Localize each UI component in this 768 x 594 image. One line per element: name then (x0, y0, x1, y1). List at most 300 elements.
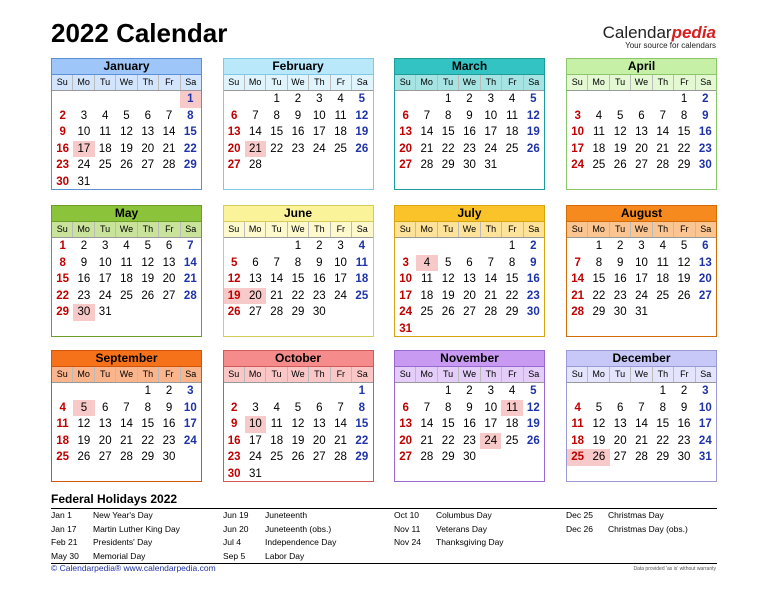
month-august (566, 205, 717, 337)
day-cell: 14 (635, 418, 648, 430)
day-cell: 22 (291, 289, 305, 302)
brand-name: Calendar (602, 23, 672, 42)
day-cell: 28 (656, 159, 670, 171)
day-cell (137, 174, 158, 191)
day-cell: 23 (291, 142, 305, 155)
day-cell: 28 (420, 451, 434, 463)
week-row (567, 288, 716, 305)
day-cell (95, 383, 116, 400)
month-name: December (567, 351, 716, 367)
day-cell: 12 (77, 418, 91, 430)
day-cell: 24 (399, 306, 413, 318)
day-cell: 24 (183, 434, 197, 447)
weekday-label: Su (52, 367, 73, 382)
week-row (224, 400, 373, 417)
day-cell: 30 (56, 175, 70, 188)
day-cell: 30 (73, 304, 94, 321)
brand-logo[interactable] (603, 24, 716, 50)
holiday-date: Jan 17 (51, 523, 77, 534)
day-cell (673, 304, 694, 321)
day-cell: 28 (420, 159, 434, 171)
day-cell: 13 (227, 126, 241, 138)
day-cell: 17 (635, 273, 648, 285)
weekday-label: We (459, 75, 480, 90)
day-cell: 4 (508, 93, 516, 105)
day-cell: 9 (230, 418, 238, 430)
day-cell: 10 (399, 273, 413, 285)
day-cell: 5 (294, 401, 302, 414)
day-cell: 29 (355, 451, 369, 463)
day-cell: 15 (270, 126, 284, 138)
week-row (567, 238, 716, 255)
holiday-name: Independence Day (265, 537, 337, 547)
holiday-name: Martin Luther King Day (93, 523, 180, 534)
day-cell (52, 91, 73, 108)
day-cell (95, 174, 116, 191)
day-cell: 23 (526, 289, 540, 302)
day-cell: 15 (505, 273, 519, 285)
day-cell: 16 (227, 434, 241, 447)
day-cell: 2 (59, 109, 66, 122)
day-cell: 21 (334, 434, 347, 447)
weekday-label: Th (309, 75, 330, 90)
week-row (224, 304, 373, 321)
week-row (52, 108, 201, 125)
brand-tagline: Your source for calendars (625, 41, 716, 50)
weekday-label: Fr (674, 75, 695, 90)
day-cell: 16 (56, 142, 70, 155)
day-cell: 2 (294, 93, 302, 105)
day-cell: 5 (530, 385, 537, 397)
weekday-header (52, 222, 201, 238)
day-cell: 25 (420, 306, 434, 318)
day-cell: 1 (180, 91, 201, 108)
day-cell: 6 (316, 401, 323, 414)
day-cell: 4 (102, 109, 109, 122)
day-cell (416, 321, 437, 338)
day-cell (224, 383, 245, 400)
day-cell: 2 (530, 240, 537, 252)
day-cell: 6 (165, 240, 173, 252)
weekday-label: Su (224, 222, 245, 237)
day-cell: 14 (420, 418, 434, 430)
weekday-label: Th (138, 75, 159, 90)
weekday-label: Sa (185, 77, 197, 87)
day-cell: 15 (677, 126, 691, 138)
weekday-label: Su (224, 367, 245, 382)
weekday-label: Tu (95, 222, 116, 237)
weekday-label: Fr (502, 222, 523, 237)
day-cell: 22 (441, 142, 455, 155)
week-row (224, 466, 373, 483)
weekday-label: Th (481, 222, 502, 237)
day-cell: 16 (463, 418, 476, 430)
day-cell: 18 (56, 434, 70, 447)
day-cell: 24 (98, 289, 112, 302)
day-cell: 31 (98, 306, 112, 318)
day-cell: 8 (595, 256, 603, 269)
day-cell: 17 (312, 126, 326, 138)
weekday-label: Th (138, 367, 159, 382)
week-row (52, 255, 201, 272)
weekday-header (395, 222, 544, 238)
day-cell: 27 (141, 159, 155, 171)
week-row (52, 416, 201, 433)
day-cell: 22 (505, 289, 519, 302)
day-cell: 12 (613, 126, 627, 138)
day-cell: 29 (677, 159, 691, 171)
weekday-label: We (288, 75, 309, 90)
day-cell: 5 (73, 400, 94, 417)
weekday-label: Su (224, 75, 245, 90)
day-cell: 12 (441, 273, 455, 285)
day-cell (459, 238, 480, 255)
weekday-label: Sa (356, 77, 368, 87)
day-cell (287, 383, 308, 400)
weekday-label: Mo (416, 222, 437, 237)
day-cell (287, 157, 308, 174)
day-cell (330, 304, 351, 321)
day-cell (245, 383, 266, 400)
weekday-label: Fr (502, 367, 523, 382)
holiday-name: Thanksgiving Day (436, 537, 504, 547)
day-cell (416, 238, 437, 255)
day-cell: 1 (595, 240, 603, 252)
day-cell: 10 (77, 126, 91, 138)
week-row (224, 91, 373, 108)
month-name: February (224, 59, 373, 75)
day-cell: 8 (294, 256, 302, 269)
day-cell: 26 (77, 451, 91, 463)
week-row (224, 108, 373, 125)
day-cell: 2 (466, 93, 473, 105)
day-cell (137, 304, 158, 321)
day-cell: 1 (508, 240, 516, 252)
week-row (567, 91, 716, 108)
weekday-label: Sa (528, 369, 540, 379)
holiday-item (394, 536, 504, 550)
weekday-header (567, 222, 716, 238)
day-cell: 12 (291, 418, 305, 430)
brand-name-accent: pedia (671, 23, 716, 42)
day-cell: 26 (526, 142, 540, 155)
day-cell: 30 (677, 451, 691, 463)
weekday-label: Th (309, 367, 330, 382)
day-cell: 3 (102, 240, 109, 252)
day-cell (180, 449, 201, 466)
day-cell (631, 383, 652, 400)
month-december (566, 350, 717, 482)
weekday-label: Fr (331, 367, 352, 382)
holiday-name: Christmas Day (608, 510, 664, 520)
day-cell: 21 (420, 434, 434, 447)
day-cell: 13 (98, 418, 112, 430)
day-cell (652, 304, 673, 321)
day-cell: 12 (526, 109, 540, 122)
day-cell: 18 (592, 142, 606, 155)
weekday-label: Fr (331, 75, 352, 90)
day-cell: 11 (592, 126, 605, 138)
day-cell (480, 238, 501, 255)
weekday-label: Su (52, 222, 73, 237)
day-cell (158, 304, 179, 321)
day-cell (73, 383, 94, 400)
day-cell: 21 (270, 289, 284, 302)
day-cell: 9 (59, 126, 66, 138)
month-september (51, 350, 202, 482)
day-cell: 3 (316, 93, 323, 105)
day-cell (116, 304, 137, 321)
day-cell: 16 (77, 273, 91, 285)
weekday-header (224, 222, 373, 238)
holiday-item (394, 523, 504, 537)
day-cell: 1 (358, 385, 366, 397)
week-row (52, 141, 201, 158)
holiday-name: Juneteenth (obs.) (265, 523, 332, 534)
day-cell: 11 (355, 256, 368, 269)
day-cell: 11 (99, 126, 112, 138)
day-cell (459, 321, 480, 338)
day-cell (116, 91, 137, 108)
day-cell: 1 (659, 385, 666, 397)
week-row (567, 141, 716, 158)
day-cell: 20 (635, 142, 648, 155)
week-row (52, 91, 201, 108)
day-cell: 17 (183, 418, 197, 430)
day-cell: 27 (399, 451, 413, 463)
day-cell: 15 (56, 273, 70, 285)
day-cell: 14 (120, 418, 133, 430)
day-cell (224, 91, 245, 108)
week-row (395, 304, 544, 321)
holiday-item (566, 509, 688, 523)
weekday-label: Sa (356, 369, 368, 379)
day-cell: 21 (571, 289, 585, 302)
week-row (567, 433, 716, 450)
week-row (52, 124, 201, 141)
weekday-label: Mo (588, 367, 609, 382)
day-cell: 15 (592, 273, 606, 285)
day-cell (588, 91, 609, 108)
week-row (395, 238, 544, 255)
day-cell: 6 (252, 256, 259, 269)
day-cell: 21 (484, 289, 498, 302)
day-cell (180, 174, 201, 191)
day-cell: 30 (227, 467, 241, 480)
day-cell: 3 (337, 240, 344, 252)
week-row (395, 157, 544, 174)
day-cell: 14 (571, 273, 585, 285)
day-cell: 3 (487, 385, 494, 397)
day-cell (351, 466, 372, 483)
day-cell: 29 (592, 306, 606, 318)
week-row (224, 449, 373, 466)
day-cell (116, 174, 137, 191)
day-cell: 28 (571, 306, 585, 318)
footer-link[interactable]: © Calendarpedia® www.calendarpedia.com (51, 563, 216, 573)
day-cell: 16 (162, 418, 176, 430)
day-cell: 1 (445, 385, 452, 397)
day-cell (395, 91, 416, 108)
weekday-label: Su (395, 75, 416, 90)
day-cell: 31 (249, 467, 262, 480)
week-row (567, 449, 716, 466)
month-name: October (224, 351, 373, 367)
day-cell: 24 (312, 142, 326, 155)
day-cell: 24 (635, 289, 648, 302)
day-cell: 7 (638, 401, 645, 414)
week-row (52, 449, 201, 466)
day-cell: 4 (595, 109, 603, 122)
day-cell: 20 (141, 142, 155, 155)
day-cell: 25 (56, 451, 70, 463)
day-cell: 24 (571, 159, 585, 171)
week-row (52, 304, 201, 321)
weekday-label: We (459, 222, 480, 237)
day-cell: 21 (120, 434, 133, 447)
day-cell: 23 (613, 289, 627, 302)
day-cell: 4 (273, 401, 280, 414)
holiday-name: Juneteenth (265, 510, 308, 520)
week-row (52, 288, 201, 305)
day-cell: 24 (480, 433, 501, 450)
day-cell: 6 (102, 401, 109, 414)
day-cell: 29 (441, 159, 455, 171)
day-cell: 18 (334, 126, 347, 138)
day-cell: 23 (227, 451, 241, 463)
day-cell: 19 (291, 434, 305, 447)
day-cell: 1 (445, 93, 452, 105)
day-cell (652, 91, 673, 108)
weekday-label: Sa (185, 369, 197, 379)
weekday-label: Th (481, 75, 502, 90)
day-cell: 21 (420, 142, 434, 155)
day-cell: 12 (526, 401, 540, 414)
day-cell: 18 (270, 434, 284, 447)
day-cell (224, 238, 245, 255)
day-cell: 20 (463, 289, 476, 302)
weekday-label: Tu (438, 367, 459, 382)
day-cell: 17 (698, 418, 712, 430)
day-cell: 5 (530, 93, 537, 105)
weekday-label: Sa (356, 224, 368, 234)
day-cell: 7 (423, 401, 431, 414)
week-row (395, 124, 544, 141)
week-row (52, 238, 201, 255)
day-cell: 15 (291, 273, 305, 285)
week-row (395, 255, 544, 272)
day-cell (416, 383, 437, 400)
day-cell: 20 (162, 273, 176, 285)
day-cell: 11 (506, 109, 519, 122)
day-cell: 13 (162, 256, 176, 269)
day-cell (395, 238, 416, 255)
day-cell: 30 (463, 159, 476, 171)
day-cell: 2 (466, 385, 473, 397)
day-cell: 7 (337, 401, 344, 414)
weekday-label: Sa (528, 77, 540, 87)
day-cell: 12 (227, 273, 241, 285)
weekday-label: Tu (610, 75, 631, 90)
day-cell: 13 (399, 126, 413, 138)
day-cell: 26 (526, 434, 540, 447)
day-cell: 17 (484, 126, 498, 138)
day-cell: 9 (530, 256, 537, 269)
day-cell: 23 (56, 159, 70, 171)
day-cell: 27 (312, 451, 326, 463)
day-cell: 8 (508, 256, 516, 269)
weekday-label: Fr (331, 222, 352, 237)
day-cell: 28 (635, 451, 648, 463)
day-cell: 11 (56, 418, 69, 430)
holiday-date: Dec 26 (566, 523, 593, 534)
day-cell: 1 (294, 240, 302, 252)
day-cell: 5 (144, 240, 151, 252)
day-cell (395, 383, 416, 400)
day-cell: 21 (635, 434, 648, 447)
day-cell: 2 (316, 240, 323, 252)
day-cell: 23 (677, 434, 691, 447)
day-cell: 20 (98, 434, 112, 447)
weekday-label: We (631, 367, 652, 382)
day-cell: 4 (358, 240, 366, 252)
weekday-label: Th (653, 75, 674, 90)
weekday-label: We (116, 222, 137, 237)
day-cell: 1 (680, 93, 688, 105)
weekday-label: We (459, 367, 480, 382)
week-row (224, 141, 373, 158)
month-name: May (52, 206, 201, 222)
day-cell: 4 (508, 385, 516, 397)
month-name: September (52, 351, 201, 367)
day-cell (309, 383, 330, 400)
day-cell: 15 (441, 126, 455, 138)
day-cell: 13 (399, 418, 413, 430)
weekday-header (395, 75, 544, 91)
disclaimer: Data provided 'as is' without warranty (633, 566, 716, 572)
day-cell: 14 (484, 273, 498, 285)
weekday-label: Th (309, 222, 330, 237)
holiday-item (223, 536, 336, 550)
holiday-item (51, 523, 180, 537)
week-row (567, 255, 716, 272)
day-cell (309, 157, 330, 174)
week-row (395, 321, 544, 338)
day-cell: 9 (466, 401, 473, 414)
day-cell (330, 383, 351, 400)
weekday-label: Sa (528, 224, 540, 234)
day-cell: 19 (355, 126, 369, 138)
weekday-label: Th (138, 222, 159, 237)
day-cell: 29 (441, 451, 455, 463)
day-cell: 4 (59, 401, 66, 414)
day-cell: 7 (574, 256, 581, 269)
day-cell: 25 (656, 289, 670, 302)
day-cell: 20 (245, 288, 266, 305)
day-cell: 5 (230, 256, 238, 269)
month-june (223, 205, 374, 337)
day-cell: 31 (698, 451, 712, 463)
week-row (52, 174, 201, 191)
weekday-label: Tu (438, 222, 459, 237)
day-cell: 16 (613, 273, 627, 285)
day-cell: 20 (399, 434, 413, 447)
weekday-label: We (116, 75, 137, 90)
day-cell: 30 (526, 306, 540, 318)
day-cell: 27 (227, 159, 241, 171)
day-cell: 9 (466, 109, 473, 122)
day-cell: 11 (420, 273, 433, 285)
